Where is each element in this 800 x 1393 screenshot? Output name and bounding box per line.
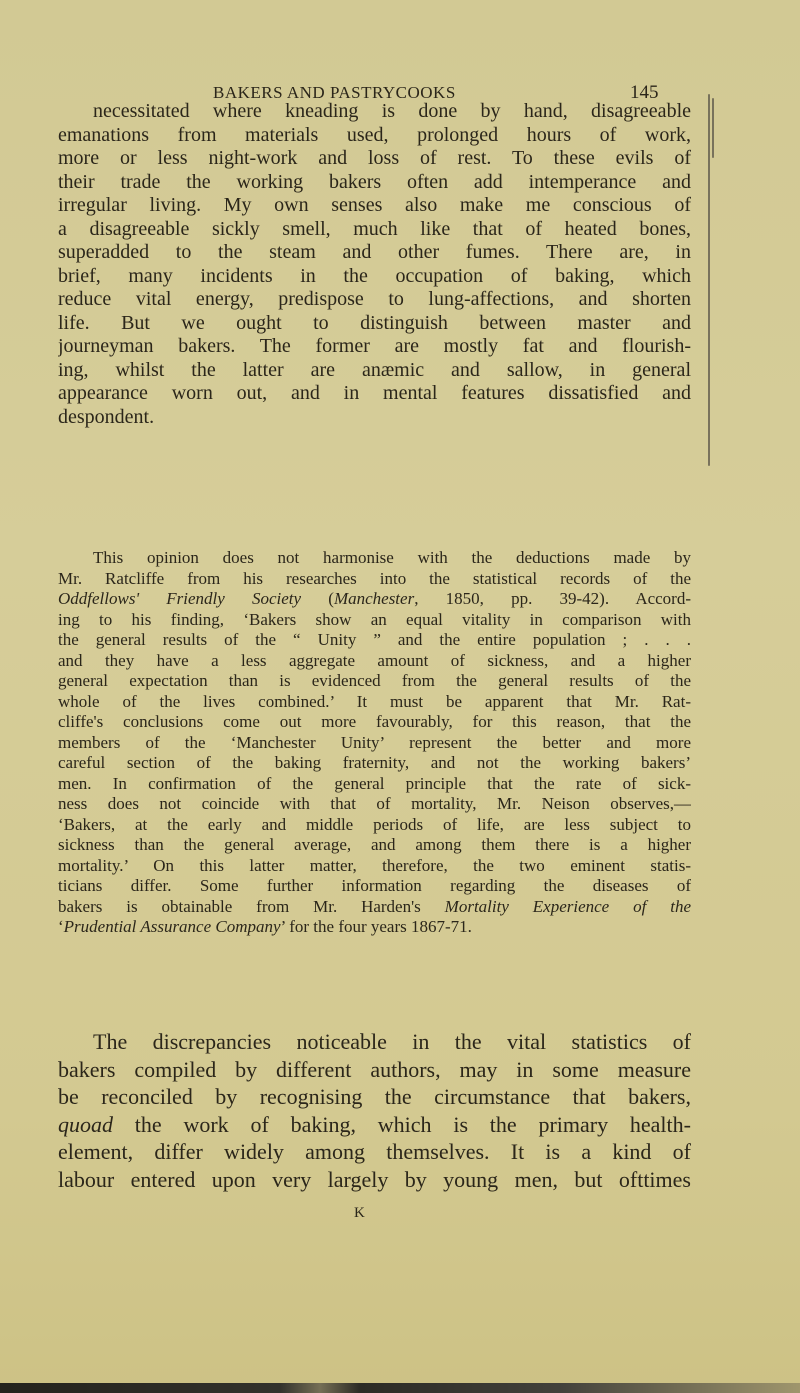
text-segment: ing to his finding, ‘Bakers show an equal vitality in comparison with	[58, 609, 691, 629]
text-segment: The discrepancies noticeable in the vital statistics of	[93, 1029, 691, 1054]
text-segment: superadded to the steam and other fumes. There are, in	[58, 241, 691, 263]
main-paragraph	[58, 100, 691, 429]
italic-text: quoad	[58, 1111, 113, 1137]
italic-text: Mortality Experience of the	[444, 896, 691, 916]
text-line	[58, 124, 691, 148]
text-segment: life. But we ought to distinguish between master and	[58, 311, 691, 334]
text-segment: sickness than the general average, and among them there is a higher	[58, 835, 691, 854]
text-line	[58, 753, 691, 774]
text-line	[58, 288, 691, 312]
text-segment: ing, whilst the latter are anæmic and sallow, in general	[58, 358, 691, 381]
text-segment: despondent.	[58, 405, 155, 428]
text-segment: bakers is obtainable from Mr. Harden's	[58, 896, 445, 916]
text-line	[58, 218, 691, 242]
text-segment: more or less night-work and loss of rest. To these evils of	[58, 147, 691, 169]
text-segment: necessitated where kneading is done by hand, disagreeable	[93, 100, 691, 122]
text-line	[58, 171, 691, 195]
text-segment: reduce vital energy, predispose to lung-affections, and shorten	[58, 288, 691, 310]
text-line	[58, 382, 691, 406]
text-segment: bakers compiled by different authors, may in some measure	[58, 1056, 691, 1082]
footnote-paragraph	[58, 548, 691, 938]
text-line	[58, 774, 691, 795]
text-line	[58, 835, 691, 856]
pencil-margin-mark-accent	[712, 98, 714, 158]
signature-mark: K	[354, 1205, 365, 1221]
text-segment: careful section of the baking fraternity, and not the working bakers’	[58, 753, 691, 772]
text-line	[58, 917, 691, 938]
text-line	[58, 630, 691, 651]
text-line	[58, 856, 691, 877]
text-segment: ‘Bakers, at the early and middle periods of life, are less subject to	[58, 814, 691, 834]
text-line	[58, 692, 691, 713]
text-line	[58, 265, 691, 289]
pencil-margin-mark	[708, 94, 710, 466]
text-line	[58, 897, 691, 918]
page-edge-shadow	[0, 1383, 800, 1393]
italic-text: Oddfellows' Friendly Society	[58, 589, 302, 608]
text-line	[58, 569, 691, 590]
text-line	[58, 1111, 691, 1139]
text-segment: the work of baking, which is the primary health-	[113, 1111, 691, 1137]
text-segment: This opinion does not harmonise with the deductions made by	[93, 548, 691, 567]
text-line	[58, 733, 691, 754]
text-line	[58, 712, 691, 733]
text-segment: and they have a less aggregate amount of sickness, and a higher	[58, 650, 691, 670]
text-segment: ness does not coincide with that of mortality, Mr. Neison observes,—	[58, 794, 691, 813]
text-line	[58, 100, 691, 124]
text-line	[58, 876, 691, 897]
text-segment: a disagreeable sickly smell, much like that of heated bones,	[58, 217, 691, 240]
text-segment: , 1850, pp. 39-42). Accord-	[414, 589, 691, 608]
running-title: BAKERS AND PASTRYCOOKS	[213, 83, 456, 102]
text-line	[58, 589, 691, 610]
text-segment: ‘	[58, 917, 64, 936]
text-segment: members of the ‘Manchester Unity’ represent the better and more	[58, 732, 691, 752]
text-line	[58, 815, 691, 836]
text-line	[58, 406, 691, 430]
text-segment: Mr. Ratcliffe from his researches into the statistical records of the	[58, 568, 691, 588]
page-number: 145	[630, 82, 659, 103]
text-segment: the general results of the “ Unity ” and the entire population ; . . .	[58, 630, 691, 649]
text-line	[58, 194, 691, 218]
text-segment: ticians differ. Some further information regarding the diseases of	[58, 876, 691, 895]
text-segment: whole of the lives combined.’ It must be apparent that Mr. Rat-	[58, 691, 691, 711]
final-paragraph	[58, 1028, 691, 1193]
text-line	[58, 1166, 691, 1194]
text-line	[58, 241, 691, 265]
text-segment: (	[301, 589, 334, 608]
text-line	[58, 1083, 691, 1111]
text-segment: mortality.’ On this latter matter, therefore, the two eminent statis-	[58, 855, 691, 875]
italic-text: Manchester	[333, 589, 415, 608]
text-segment: be reconciled by recognising the circumstance that bakers,	[58, 1084, 691, 1109]
text-line	[58, 651, 691, 672]
text-line	[58, 1138, 691, 1166]
text-segment: element, differ widely among themselves. It is a kind of	[58, 1139, 691, 1164]
text-line	[58, 548, 691, 569]
text-line	[58, 335, 691, 359]
text-line	[58, 359, 691, 383]
text-segment: cliffe's conclusions come out more favourably, for this reason, that the	[58, 712, 691, 731]
text-line	[58, 1028, 691, 1056]
text-segment: their trade the working bakers often add intemperance and	[58, 170, 691, 193]
text-line	[58, 794, 691, 815]
text-segment: journeyman bakers. The former are mostly fat and flourish-	[58, 335, 691, 357]
text-segment: irregular living. My own senses also make me conscious of	[58, 194, 691, 216]
text-line	[58, 312, 691, 336]
text-line	[58, 610, 691, 631]
text-line	[58, 671, 691, 692]
text-segment: brief, many incidents in the occupation of baking, which	[58, 264, 691, 287]
text-segment: labour entered upon very largely by young men, but ofttimes	[58, 1166, 691, 1192]
text-segment: men. In confirmation of the general principle that the rate of sick-	[58, 773, 691, 793]
text-segment: appearance worn out, and in mental features dissatisfied and	[58, 382, 691, 404]
text-segment: emanations from materials used, prolonged hours of work,	[58, 123, 691, 146]
text-line	[58, 1056, 691, 1084]
text-line	[58, 147, 691, 171]
italic-text: Prudential Assurance Company	[63, 917, 281, 936]
text-segment: general expectation than is evidenced from the general results of the	[58, 671, 691, 690]
text-segment: ’ for the four years 1867-71.	[280, 917, 472, 936]
